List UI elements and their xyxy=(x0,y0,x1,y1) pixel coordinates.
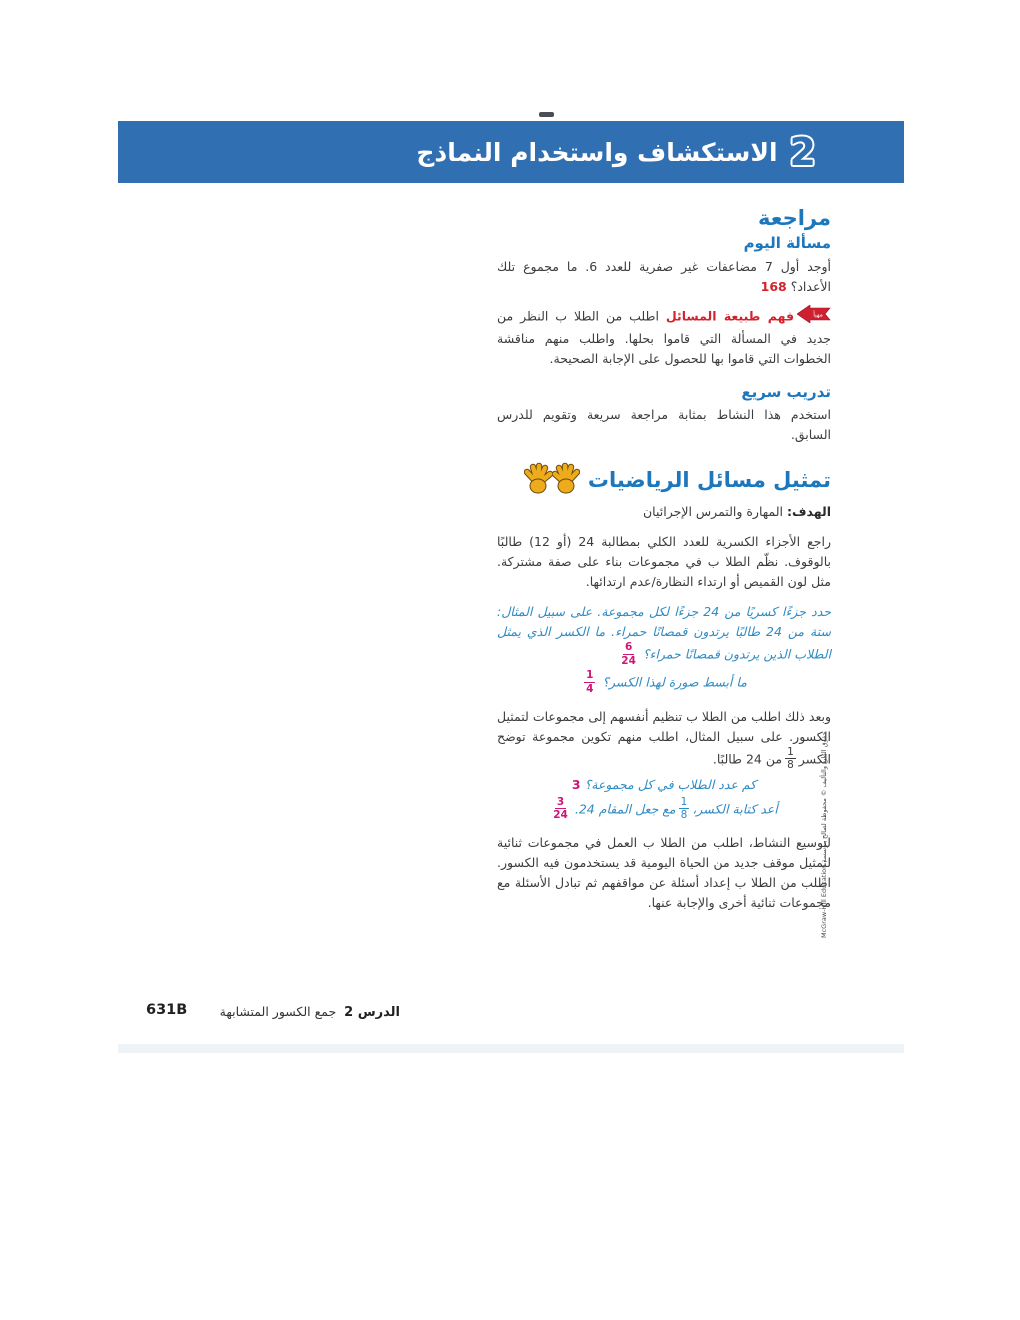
question-2-text: ما أبسط صورة لهذا الكسر؟ xyxy=(602,674,747,690)
answer-2-fraction xyxy=(584,669,595,695)
question-3 xyxy=(497,775,831,795)
problem-of-day-text xyxy=(497,257,831,297)
goal-text: المهارة والتمرس الإجرائيان xyxy=(643,504,784,520)
footer-lesson-label: الدرس 2 xyxy=(344,1005,400,1020)
lesson-part-number: 2 xyxy=(789,130,816,174)
answer-4-numerator: 3 xyxy=(556,795,565,808)
bottom-divider-bar xyxy=(118,1044,904,1053)
footer-page-number: 631B xyxy=(146,1002,188,1018)
inline-fraction-one-eighth xyxy=(785,746,796,772)
answer-4-fraction xyxy=(553,796,568,822)
represent-math-heading-row xyxy=(497,461,831,499)
red-arrow-icon xyxy=(797,305,831,329)
understand-title: فهم طبيعة المسائل xyxy=(665,308,795,324)
footer-lesson-reference xyxy=(220,1004,400,1020)
activity-paragraph-2 xyxy=(497,707,831,773)
hands-on-icon xyxy=(524,461,580,499)
red-arrow-label: مهيأ xyxy=(813,311,823,319)
answer-3: 3 xyxy=(571,776,581,792)
quick-practice-text: استخدم هذا النشاط بمثابة مراجعة سريعة وتقويم للدرس السابق. xyxy=(497,407,831,443)
question-4-fraction-numerator: 1 xyxy=(680,795,688,808)
question-3-text: كم عدد الطلاب في كل مجموعة؟ xyxy=(584,776,757,792)
activity-paragraph-1: راجع الأجزاء الكسرية للعدد الكلي بمطالبة 24 (أو 12) طالبًا بالوقوف. نظّم الطلا ب في مجموعات بناء على صفة مشتركة. مثل لون القميص أو ارتداء النظارة/عدم ارتدائها. xyxy=(497,534,831,590)
problem-of-day-heading: مسألة اليوم xyxy=(743,234,831,253)
answer-2-denominator: 4 xyxy=(586,682,594,695)
activity-paragraph-2-end: من 24 طالبًا. xyxy=(712,751,783,767)
inline-fraction-denominator: 8 xyxy=(787,759,794,772)
question-4-fraction xyxy=(679,796,690,822)
understand-text: اطلب من الطلا ب النظر من جديد في المسألة التي قاموا بحلها. واطلب منهم مناقشة الخطوات التي قاموا بها للحصول على الإجابة الصحيحة. xyxy=(497,308,831,366)
question-1 xyxy=(497,602,831,668)
lesson-part-banner xyxy=(118,121,904,183)
inline-fraction-numerator: 1 xyxy=(787,745,794,758)
scan-artifact-mark xyxy=(539,112,554,117)
understand-problems-paragraph xyxy=(497,305,831,369)
problem-text: أوجد أول 7 مضاعفات غير صفرية للعدد 6. ما مجموع تلك الأعداد؟ xyxy=(497,258,831,294)
goal-label: الهدف: xyxy=(787,504,831,520)
answer-1-denominator: 24 xyxy=(621,654,636,667)
goal-line xyxy=(497,502,831,522)
teacher-notes-column xyxy=(497,206,831,913)
copyright-sidebar-text: حقوق الطبع والتأليف © محفوظة لصالح مؤسسة McGraw-Hill Education xyxy=(820,731,828,938)
question-4-end: مع جعل المقام 24. xyxy=(574,801,676,817)
question-1-text: حدد جزءًا كسريًا من 24 جزءًا لكل مجموعة. على سبيل المثال: ستة من 24 طالبًا يرتدون قمصانًا حمراء. ما الكسر الذي يمثل الطلاب الذين يرتدون قمصانًا حمراء؟ xyxy=(497,604,832,662)
review-heading: مراجعة xyxy=(758,206,831,230)
quick-practice-heading: تدريب سريع xyxy=(741,382,831,401)
question-4-start: أعد كتابة الكسر، xyxy=(692,801,778,817)
footer-lesson-title: جمع الكسور المتشابهة xyxy=(219,1004,337,1019)
problem-answer: 168 xyxy=(760,278,787,294)
question-2 xyxy=(497,670,831,696)
question-4 xyxy=(497,797,831,823)
represent-math-heading: تمثيل مسائل الرياضيات xyxy=(587,467,831,492)
answer-2-numerator: 1 xyxy=(586,669,594,682)
answer-1-fraction xyxy=(621,641,636,667)
activity-paragraph-2-start: وبعد ذلك اطلب من الطلا ب تنظيم أنفسهم إلى مجموعات لتمثيل الكسور. على سبيل المثال، اطلب منهم تكوين مجموعة توضح الكسر xyxy=(497,708,831,767)
answer-4-denominator: 24 xyxy=(553,809,568,822)
activity-paragraph-3: لتوسيع النشاط، اطلب من الطلا ب العمل في مجموعات ثنائية لتمثيل موقف جديد من الحياة اليومية قد يستخدمون فيه الكسور. اطلب من الطلا ب إعداد أسئلة عن مواقفهم ثم تبادل الأسئلة مع مجموعات ثنائية أخرى والإجابة عنها. xyxy=(497,834,831,910)
lesson-part-title: الاستكشاف واستخدام النماذج xyxy=(416,137,778,167)
question-4-fraction-denominator: 8 xyxy=(680,809,688,822)
answer-1-numerator: 6 xyxy=(624,641,633,654)
